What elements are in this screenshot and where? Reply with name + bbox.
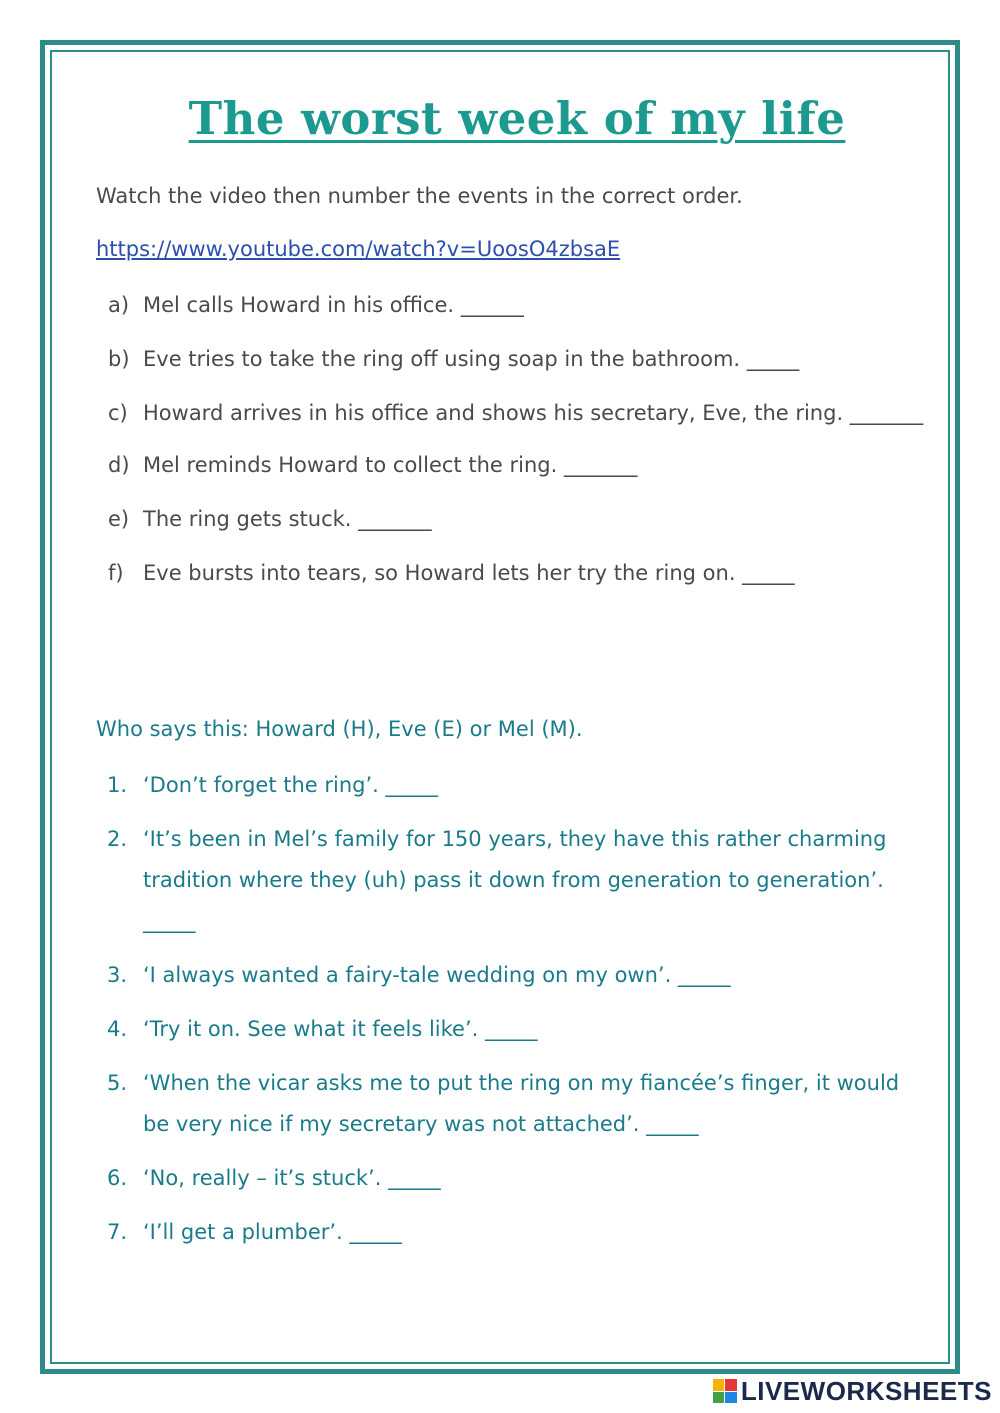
item-text: ‘When the vicar asks me to put the ring on my fiancée’s finger, it would be very nice if my secretary was not attached’. _____ [143, 1071, 900, 1136]
item-marker: e) [108, 507, 130, 531]
item-text: ‘It’s been in Mel’s family for 150 years, they have this rather charming tradition where they (uh) pass it down from generation to generation’. _____ [143, 827, 887, 933]
list-item [96, 955, 916, 996]
item-marker: c) [108, 401, 128, 425]
item-marker: d) [108, 453, 130, 477]
item-text: Mel reminds Howard to collect the ring. _______ [143, 453, 638, 477]
list-item [96, 765, 916, 806]
list-item [96, 559, 946, 587]
instruction-text: Watch the video then number the events in the correct order. [96, 184, 743, 208]
list-item [96, 451, 946, 479]
item-marker: 2. [107, 827, 128, 851]
item-marker: 5. [107, 1071, 128, 1095]
item-text: Eve bursts into tears, so Howard lets her try the ring on. _____ [143, 561, 795, 585]
worksheet-title: The worst week of my life [188, 92, 846, 145]
item-text: ‘I’ll get a plumber’. _____ [143, 1220, 402, 1244]
item-text: ‘No, really – it’s stuck’. _____ [143, 1166, 441, 1190]
item-text: Howard arrives in his office and shows his secretary, Eve, the ring. _______ [143, 401, 924, 425]
quotes-list [96, 771, 916, 1272]
item-marker: 6. [107, 1166, 128, 1190]
list-item [96, 505, 946, 533]
video-link[interactable]: https://www.youtube.com/watch?v=UoosO4zbsaE [96, 237, 621, 261]
item-marker: a) [108, 293, 130, 317]
item-text: Mel calls Howard in his office. ______ [143, 293, 524, 317]
item-marker: 7. [107, 1220, 128, 1244]
section2-heading: Who says this: Howard (H), Eve (E) or Mel (M). [96, 717, 583, 741]
item-marker: f) [108, 561, 124, 585]
logo-square-icon [713, 1392, 725, 1404]
list-item [96, 345, 946, 373]
item-marker: 1. [107, 773, 128, 797]
item-marker: 4. [107, 1017, 128, 1041]
events-list [96, 291, 946, 613]
logo-square-icon [725, 1379, 737, 1391]
item-text: ‘Don’t forget the ring’. _____ [143, 773, 439, 797]
list-item [96, 1009, 916, 1050]
list-item [96, 390, 946, 436]
item-text: ‘Try it on. See what it feels like’. _____ [143, 1017, 538, 1041]
list-item [96, 291, 946, 319]
list-item [96, 1063, 916, 1145]
footer-brand[interactable] [713, 1375, 992, 1407]
list-item [96, 1212, 916, 1253]
item-marker: 3. [107, 963, 128, 987]
list-item [96, 1158, 916, 1199]
item-text: Eve tries to take the ring off using soap in the bathroom. _____ [143, 347, 800, 371]
logo-square-icon [713, 1379, 725, 1391]
item-marker: b) [108, 347, 130, 371]
logo-square-icon [725, 1392, 737, 1404]
list-item [96, 819, 916, 942]
item-text: ‘I always wanted a fairy-tale wedding on my own’. _____ [143, 963, 731, 987]
item-text: The ring gets stuck. _______ [143, 507, 432, 531]
liveworksheets-logo-icon [713, 1379, 737, 1403]
footer-brand-text: LIVEWORKSHEETS [740, 1375, 992, 1406]
